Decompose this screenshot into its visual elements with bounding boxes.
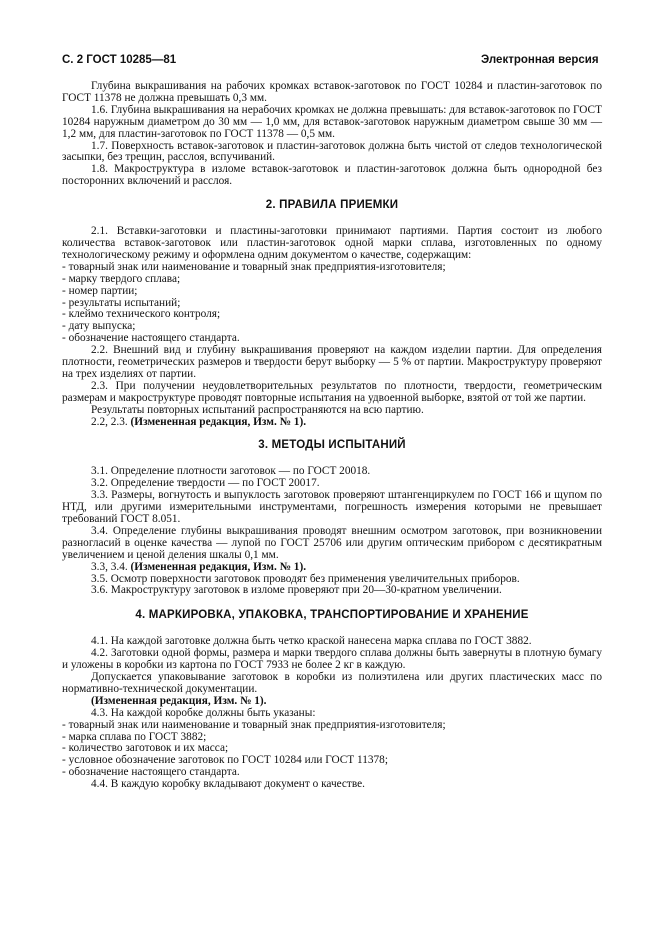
- paragraph-4-2: 4.2. Заготовки одной формы, размера и марки твердого сплава должны быть завернуты в плотную бумагу и уложены в коробки из картона по ГОСТ 7933 не более 2 кг в каждую.: [62, 647, 602, 672]
- paragraph-1-6: 1.6. Глубина выкрашивания на нерабочих кромках не должна превышать: для вставок-заготовок по ГОСТ 10284 наружным диаметром до 30 мм — 1,0 мм, для вставок-заготовок наружным диаметром свыше 30 мм — 1,2 мм, для пластин-заготовок по ГОСТ 11378 — 0,5 мм.: [62, 103, 602, 140]
- amendment-ref: 3.3, 3.4.: [91, 560, 128, 573]
- paragraph-packaging-allowed: Допускается упаковывание заготовок в коробки из полиэтилена или других пластических масс по нормативно-технической документации.: [62, 670, 602, 695]
- document-body: [62, 81, 602, 791]
- paragraph-3-5: 3.5. Осмотр поверхности заготовок проводят без применения увеличительных приборов.: [91, 572, 520, 585]
- paragraph-repeat-results: Результаты повторных испытаний распространяются на всю партию.: [91, 403, 424, 416]
- page-header-left: С. 2 ГОСТ 10285—81: [62, 54, 177, 66]
- list-item: - товарный знак или наименование и товарный знак предприятия-изготовителя;: [62, 718, 446, 731]
- paragraph-2-2: 2.2. Внешний вид и глубину выкрашивания проверяют на каждом изделии партии. Для определения плотности, геометрических размеров и твердости берут выборку — 5 % от партии. Макроструктуру проверяют на трех изделиях от партии.: [62, 344, 602, 380]
- paragraph-4-1: 4.1. На каждой заготовке должна быть четко краской нанесена марка сплава по ГОСТ 3882.: [91, 635, 532, 648]
- amendment-text: (Измененная редакция, Изм. № 1).: [130, 560, 307, 573]
- paragraph-3-1: 3.1. Определение плотности заготовок — по ГОСТ 20018.: [91, 465, 371, 478]
- paragraph-1-7: 1.7. Поверхность вставок-заготовок и пластин-заготовок должна быть чистой от следов технологической засыпки, без трещин, расслоя, вспучиваний.: [62, 139, 602, 164]
- list-item: - клеймо технического контроля;: [62, 308, 221, 321]
- list-item: - товарный знак или наименование и товарный знак предприятия-изготовителя;: [62, 260, 446, 273]
- list-item: - марка сплава по ГОСТ 3882;: [62, 730, 207, 743]
- amendment-note-3: [62, 562, 602, 574]
- section-4-title: 4. МАРКИРОВКА, УПАКОВКА, ТРАНСПОРТИРОВАНИЕ И ХРАНЕНИЕ: [135, 609, 529, 622]
- paragraph-2-3: 2.3. При получении неудовлетворительных результатов по плотности, твердости, геометрическим размерам и макроструктуре проводят повторные испытания на удвоенной выборке, взятой от той же партии.: [62, 379, 602, 404]
- paragraph-2-1: 2.1. Вставки-заготовки и пластины-заготовки принимают партиями. Партия состоит из любого количества вставок-заготовок или пластин-заготовок одной марки сплава, изготовленных по одному технологическому режиму и оформлена одним документом о качестве, содержащим:: [62, 225, 602, 261]
- section-2-title: 2. ПРАВИЛА ПРИЕМКИ: [265, 199, 399, 212]
- paragraph-1-8: 1.8. Макроструктура в изломе вставок-заготовок и пластин-заготовок должна быть однородной без посторонних включений и расслоя.: [62, 163, 602, 188]
- list-item: - марку твердого сплава;: [62, 272, 181, 285]
- page-header-right: Электронная версия: [481, 54, 599, 66]
- paragraph-4-4: 4.4. В каждую коробку вкладывают документ о качестве.: [91, 778, 365, 791]
- paragraph-1-5-cont: Глубина выкрашивания на рабочих кромках вставок-заготовок по ГОСТ 10284 и пластин-заготовок по ГОСТ 11378 не должна превышать 0,3 мм.: [62, 80, 602, 104]
- paragraph-3-6: 3.6. Макроструктуру заготовок в изломе проверяют при 20—30-кратном увеличении.: [91, 584, 502, 597]
- list-item: - дату выпуска;: [62, 320, 136, 333]
- amendment-note-4: (Измененная редакция, Изм. № 1).: [91, 694, 267, 707]
- paragraph-4-3: 4.3. На каждой коробке должны быть указаны:: [91, 706, 316, 719]
- paragraph-3-2: 3.2. Определение твердости — по ГОСТ 20017.: [91, 477, 320, 490]
- amendment-text: (Измененная редакция, Изм. № 1).: [130, 415, 307, 428]
- amendment-note-2: [62, 417, 602, 429]
- section-3-title: 3. МЕТОДЫ ИСПЫТАНИЙ: [258, 439, 406, 452]
- list-item: - условное обозначение заготовок по ГОСТ 10284 или ГОСТ 11378;: [62, 754, 388, 767]
- paragraph-3-3: 3.3. Размеры, вогнутость и выпуклость заготовок проверяют штангенциркулем по ГОСТ 166 и щупом по НТД, или другими измерительными инструментами, погрешность измерения которыми не превышает требований ГОСТ 8.051.: [62, 489, 602, 525]
- list-item: - количество заготовок и их масса;: [62, 742, 229, 755]
- amendment-ref: 2.2, 2.3.: [91, 415, 128, 428]
- list-item: - обозначение настоящего стандарта.: [62, 332, 240, 345]
- list-item: - обозначение настоящего стандарта.: [62, 766, 240, 779]
- list-item: - результаты испытаний;: [62, 296, 181, 309]
- paragraph-3-4: 3.4. Определение глубины выкрашивания проводят внешним осмотром заготовок, при возникновении разногласий в оценке качества — лупой по ГОСТ 25706 или другим оптическим прибором с десятикратным увеличением и ценой деления шкалы 0,1 мм.: [62, 524, 602, 561]
- list-item: - номер партии;: [62, 284, 138, 297]
